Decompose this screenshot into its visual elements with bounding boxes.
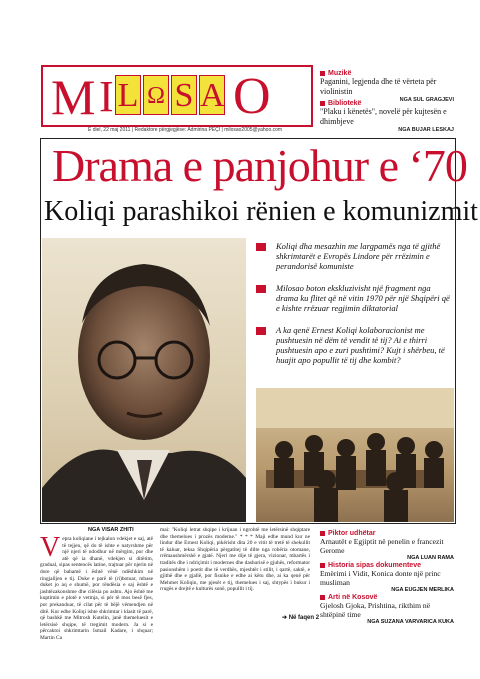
section-teaser[interactable]: [320, 562, 454, 593]
masthead-logo: [41, 65, 313, 127]
headline: Drama e panjohur e ‘70: [52, 140, 467, 191]
section-tag: Piktor udhëtar: [328, 530, 376, 537]
group-photo-illustration: [256, 388, 454, 522]
masthead-letter: I: [99, 72, 114, 121]
red-square-icon: [320, 531, 325, 536]
article-column-1: [40, 532, 153, 641]
masthead-letter: S: [171, 75, 197, 115]
article-text: mai: "Koliqi letrat shqipe i krijuan i ngrohtë me letërsinë shqiptare dhe themelues i prozës moderne." * * * Maji edhe mund kur ne lindur dhe Ernest Koliqi, pikërisht dita 20 e vitit të tretë të shekullit të kaluar, teksa Shqipëria përgatitej të dilte nga robëria otomane, rrëmaushmërshë e gjatë. Njeri me dije të gjera, vizionar, mbartës i traditës dhe i ndriçimit i modernes dhe dashurisë e gjuhës, reformator pasionshëm i poetit dhe të verdhës, mjeshtër i stilit, i qartë, saktë, e gjithë dhe e gjallë, por fisnike e edhe ai këtu dhe, ai ka qenë për Mehmet Koliqin, me pjesët e tij, themelues i saj, shtypës i bukur i rrugës e drejtë e kulturës sonë, popullit i tij.: [160, 527, 310, 593]
arrow-right-icon: ➔: [282, 615, 288, 621]
masthead-letter: A: [200, 77, 225, 114]
group-photo: [256, 388, 454, 522]
drop-cap: V: [40, 532, 61, 563]
masthead-meta: E diel, 22 maj 2011 | Redaktore përgjegjëse: Admirina PEÇI | milosao2005@yahoo.com: [88, 127, 283, 133]
red-square-icon: [256, 243, 266, 251]
masthead-letter: O: [233, 68, 271, 125]
red-square-icon: [320, 101, 325, 106]
masthead-letter: L: [115, 75, 141, 115]
section-body: Emërimi i Vidit, Konica donte një princ musliman: [320, 569, 441, 587]
bullet-point: [256, 325, 452, 365]
teaser-body: Paganini, legjenda dhe të vërteta për violinistin: [320, 77, 437, 96]
red-square-icon: [256, 285, 266, 293]
section-author: NGA SUZANA VARVARICA KUKA: [367, 619, 454, 625]
teaser[interactable]: [320, 70, 454, 103]
bullet-point: [256, 283, 452, 313]
section-tag: Historia sipas dokumenteve: [328, 562, 421, 569]
portrait-illustration: [42, 238, 246, 522]
section-author: NGA EUGJEN MERLIKA: [391, 587, 454, 593]
section-body: Gjelosh Gjoka, Prishtina, rikthim në shtëpinë time: [320, 601, 431, 619]
red-square-icon: [320, 71, 325, 76]
section-tag: Arti në Kosovë: [328, 594, 378, 601]
article-byline: NGA VISAR ZHITI: [88, 527, 134, 533]
teaser-author: NGA BUJAR LESKAJ: [398, 127, 454, 133]
teaser-body: "Plaku i kënetës", novelë për kujtesën e dhimbjeve: [320, 107, 447, 126]
teaser-tag: Bibliotekë: [328, 100, 362, 107]
article-text: epra koliqiane i tejkalon vdekjet e saj, atë të tejjen, që do të ishte e natyrshme për një njeri të ndodhur në mërgim, por dhe atë që ia dhanë, vdekjen si ditëtim, gradual, sipas sentencës latine, trajtuar për njerin në dore që babamë i është vënë ndëshkim në ringjalljen e tij. Duke e parë të (ri)botuar, mbase duket jo aq e shumë, por rëndësia e saj është e jashtëzakonshme dhe cilësia po ashtu. Ajo është me kuptimin e plotë e vetmja, si për të mos besë fjes, por prekanduar, të cilat për të bëjë vëmendjen në ditë. Kur edhe Koliqi ishte shkrimtar i klasit të parë, që bashkë me Mitrosh Kutelin, janë themeluesit e letërsisë shqipe, të tregimit modern. Ja si e përcaktoi shkrimtarin Ismail Kadare, i shquar; Martin Ca: [40, 536, 153, 641]
bullet-text: Koliqi dha mesazhin me largpamës nga të gjithë shkrimtarët e Evropës Lindore për rrëzimin e perandorisë komuniste: [276, 241, 441, 271]
masthead-letter: M: [51, 69, 96, 125]
bullet-text: A ka qenë Ernest Koliqi kolaboracionist me pushtuesin në dëm të vendit të tij? Ai e thirri pushtuesin apo e zuri pushtimi? Kujt i shërbeu, të huajit apo popullit të tij dhe kombit?: [276, 325, 445, 365]
bullet-text: Milosao boton ekskluzivisht një fragment nga drama ku flitet që në vitin 1970 për një Shqipëri që e kishte rrëzuar regjimin diktatorial: [276, 283, 450, 313]
article-column-2: [160, 527, 310, 627]
teaser[interactable]: [320, 100, 454, 133]
red-square-icon: [320, 563, 325, 568]
bullet-point: [256, 241, 452, 271]
portrait-photo: [42, 238, 246, 522]
section-teaser[interactable]: [320, 594, 454, 625]
teaser-author: NGA SUL GRAGJEVI: [399, 97, 454, 103]
red-square-icon: [256, 327, 266, 335]
teaser-tag: Muzikë: [328, 70, 352, 77]
horseshoe-icon: Ω: [143, 75, 169, 115]
section-body: Arnautët e Egjiptit në penelin e francezit Gerome: [320, 537, 444, 555]
section-teaser[interactable]: [320, 530, 454, 561]
red-square-icon: [320, 595, 325, 600]
continue-link[interactable]: [282, 614, 319, 621]
continue-label: Në faqen 2: [288, 615, 320, 621]
subheadline: Koliqi parashikoi rënien e komunizmit: [44, 196, 478, 227]
section-author: NGA LUAN RAMA: [407, 555, 454, 561]
